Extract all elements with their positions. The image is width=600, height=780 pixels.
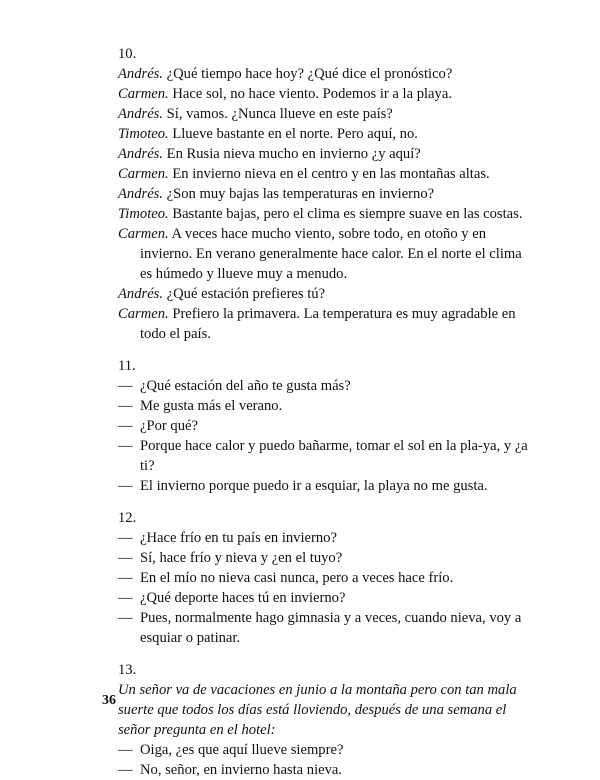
speaker-name: Carmen. bbox=[118, 226, 169, 242]
dialogue-text: ¿Qué deporte haces tú en invierno? bbox=[140, 590, 346, 606]
dash-marker: — bbox=[118, 570, 133, 586]
dialogue-text: Oiga, ¿es que aquí llueve siempre? bbox=[140, 742, 344, 758]
dialogue-text: En el mío no nieva casi nunca, pero a veces hace frío. bbox=[140, 570, 454, 586]
dash-marker: — bbox=[118, 438, 133, 454]
section-number: 13. bbox=[118, 662, 137, 678]
dialogue-text: Sí, vamos. ¿Nunca llueve en este país? bbox=[163, 106, 393, 122]
section-number: 11. bbox=[118, 358, 136, 374]
section-number: 10. bbox=[118, 46, 137, 62]
dialogue-line bbox=[118, 164, 528, 184]
narration-text: Un señor va de vacaciones en junio a la montaña pero con tan mala suerte que todos los días está lloviendo, después de una semana el señor pregunta en el hotel: bbox=[118, 682, 517, 738]
page-number: 36 bbox=[102, 693, 116, 708]
speaker-name: Timoteo. bbox=[118, 126, 169, 142]
dialogue-text: Sí, hace frío y nieva y ¿en el tuyo? bbox=[140, 550, 343, 566]
dialogue-line bbox=[118, 64, 528, 84]
dialogue-text: El invierno porque puedo ir a esquiar, la playa no me gusta. bbox=[140, 478, 488, 494]
dialogue-line bbox=[118, 204, 528, 224]
speaker-name: Andrés. bbox=[118, 146, 163, 162]
dialogue-text: ¿Son muy bajas las temperaturas en invierno? bbox=[163, 186, 435, 202]
dialogue-line bbox=[118, 568, 528, 588]
speaker-name: Carmen. bbox=[118, 166, 169, 182]
dialogue-text: Porque hace calor y puedo bañarme, tomar el sol en la pla-ya, y ¿a ti? bbox=[140, 438, 528, 474]
dialogue-line bbox=[118, 104, 528, 124]
dialogue-line bbox=[118, 144, 528, 164]
dialogue-line bbox=[118, 608, 528, 648]
speaker-name: Timoteo. bbox=[118, 206, 169, 222]
speaker-name: Andrés. bbox=[118, 66, 163, 82]
dialogue-text: Bastante bajas, pero el clima es siempre suave en las costas. bbox=[168, 206, 523, 222]
dialogue-line bbox=[118, 528, 528, 548]
dialogue-line bbox=[118, 284, 528, 304]
dialogue-text: Llueve bastante en el norte. Pero aquí, no. bbox=[168, 126, 418, 142]
dialogue-line bbox=[118, 588, 528, 608]
dialogue-text: ¿Hace frío en tu país en invierno? bbox=[140, 530, 337, 546]
dialogue-text: Hace sol, no hace viento. Podemos ir a la playa. bbox=[168, 86, 452, 102]
dash-marker: — bbox=[118, 418, 133, 434]
page-content bbox=[118, 44, 528, 780]
dialogue-line bbox=[118, 124, 528, 144]
dash-marker: — bbox=[118, 378, 133, 394]
dialogue-text: ¿Qué estación del año te gusta más? bbox=[140, 378, 351, 394]
speaker-name: Carmen. bbox=[118, 86, 169, 102]
dash-marker: — bbox=[118, 550, 133, 566]
dash-marker: — bbox=[118, 610, 133, 626]
dialogue-line bbox=[118, 760, 528, 780]
dialogue-text: Me gusta más el verano. bbox=[140, 398, 283, 414]
speaker-name: Andrés. bbox=[118, 106, 163, 122]
dash-marker: — bbox=[118, 762, 133, 778]
dash-marker: — bbox=[118, 398, 133, 414]
dialogue-line bbox=[118, 416, 528, 436]
dialogue-line bbox=[118, 396, 528, 416]
dialogue-line bbox=[118, 84, 528, 104]
speaker-name: Andrés. bbox=[118, 286, 163, 302]
dialogue-line bbox=[118, 184, 528, 204]
dialogue-line bbox=[118, 304, 528, 344]
dialogue-line bbox=[118, 224, 528, 284]
dialogue-text: No, señor, en invierno hasta nieva. bbox=[140, 762, 343, 778]
speaker-name: Andrés. bbox=[118, 186, 163, 202]
dialogue-text: En invierno nieva en el centro y en las montañas altas. bbox=[168, 166, 490, 182]
dialogue-line bbox=[118, 436, 528, 476]
speaker-name: Carmen. bbox=[118, 306, 169, 322]
dialogue-text: ¿Qué estación prefieres tú? bbox=[163, 286, 326, 302]
dialogue-line bbox=[118, 740, 528, 760]
dialogue-text: A veces hace mucho viento, sobre todo, en otoño y en invierno. En verano generalmente hace calor. En el norte el clima es húmedo y llueve muy a menudo. bbox=[140, 226, 522, 282]
dash-marker: — bbox=[118, 590, 133, 606]
dash-marker: — bbox=[118, 478, 133, 494]
dialogue-text: Pues, normalmente hago gimnasia y a veces, cuando nieva, voy a esquiar o patinar. bbox=[140, 610, 522, 646]
dialogue-line bbox=[118, 476, 528, 496]
dialogue-line bbox=[118, 548, 528, 568]
dialogue-line bbox=[118, 376, 528, 396]
dialogue-text: ¿Qué tiempo hace hoy? ¿Qué dice el pronóstico? bbox=[163, 66, 453, 82]
dialogue-text: Prefiero la primavera. La temperatura es muy agradable en todo el país. bbox=[140, 306, 516, 342]
dash-marker: — bbox=[118, 742, 133, 758]
dash-marker: — bbox=[118, 530, 133, 546]
dialogue-text: En Rusia nieva mucho en invierno ¿y aquí? bbox=[163, 146, 421, 162]
section-number: 12. bbox=[118, 510, 137, 526]
dialogue-text: ¿Por qué? bbox=[140, 418, 198, 434]
